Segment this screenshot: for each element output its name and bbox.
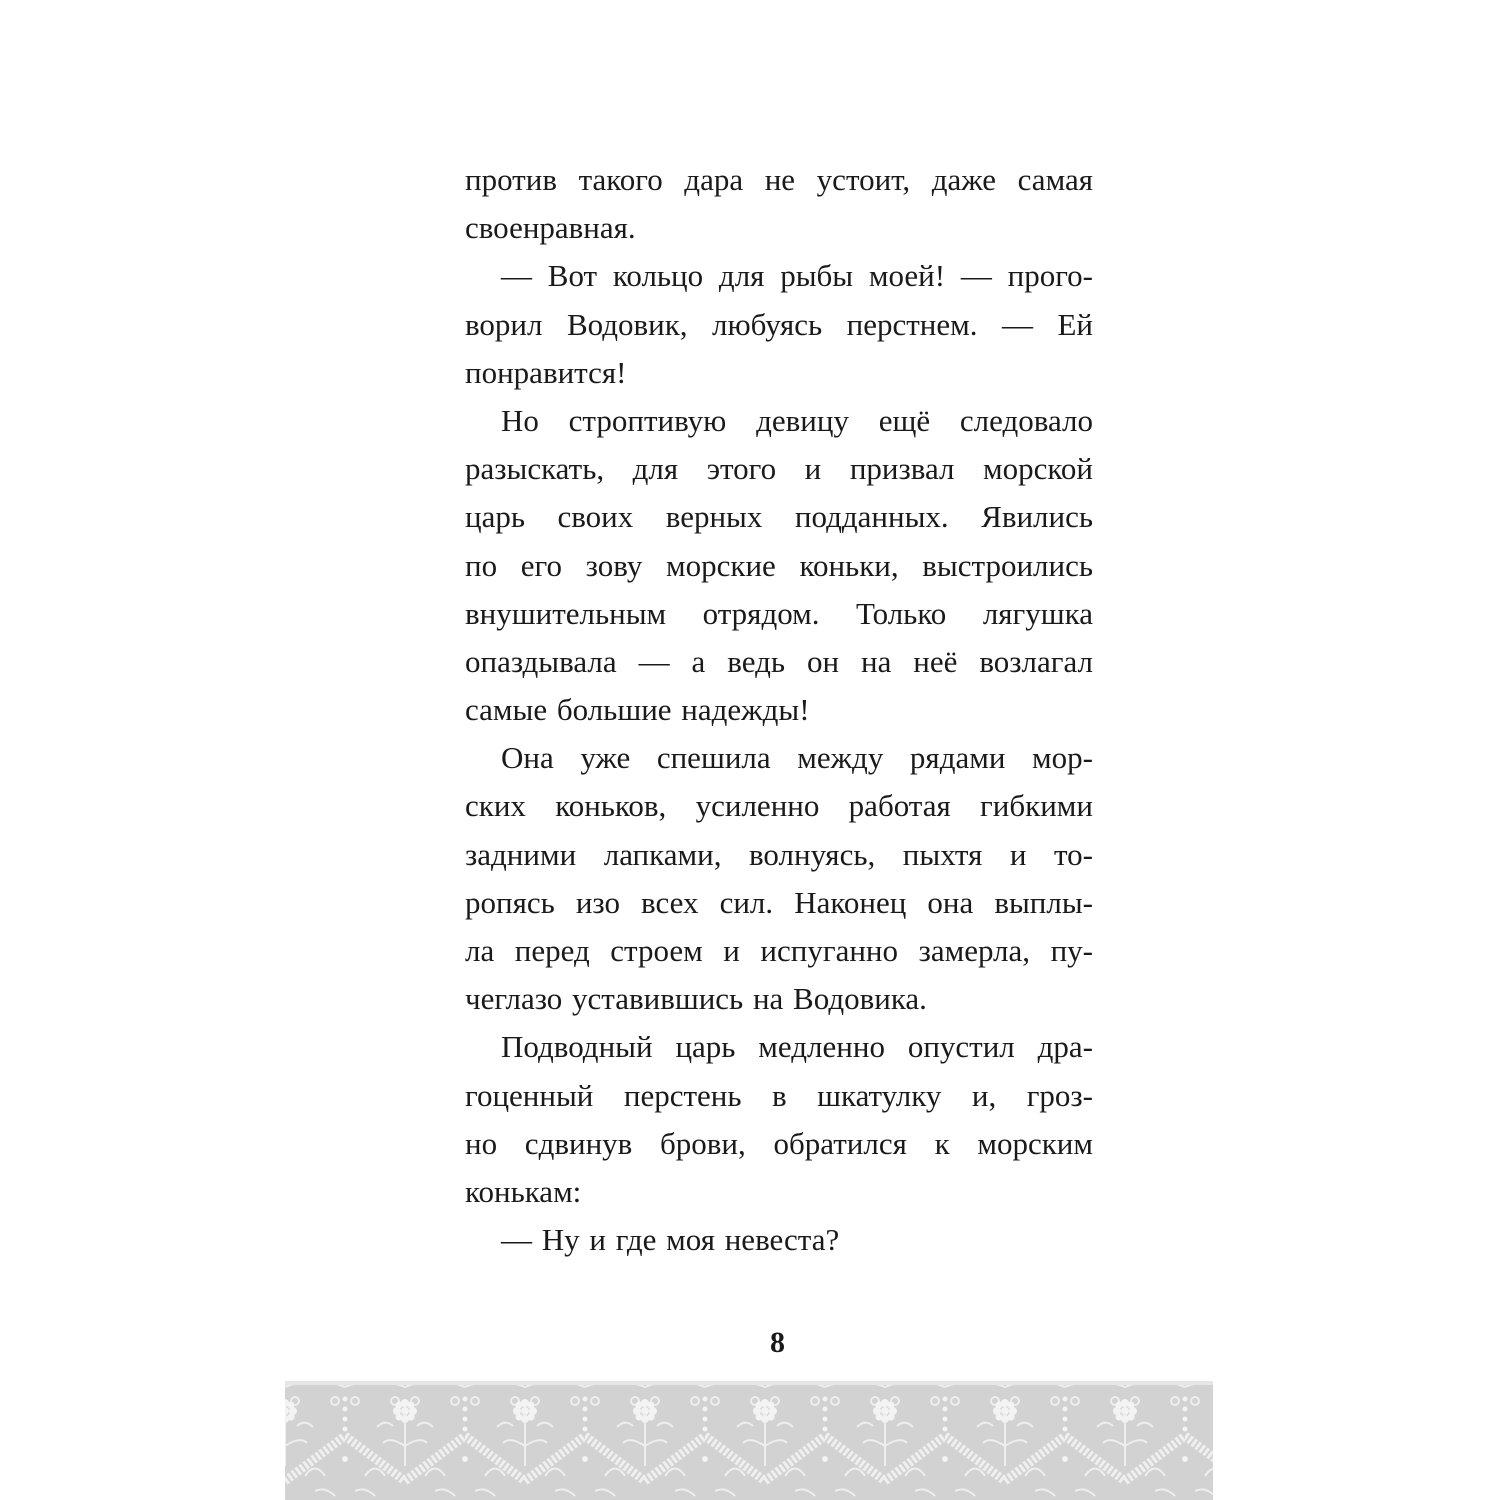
text-line: по его зову морские коньки, выстроились — [465, 547, 1093, 583]
text-line: понравится! — [465, 354, 627, 390]
text-line: но сдвинув брови, обратился к морским — [465, 1125, 1093, 1161]
text-line: — Ну и где моя невеста? — [501, 1222, 840, 1258]
text-line: конькам: — [465, 1173, 582, 1209]
text-line: гоценный перстень в шкатулку и, гроз- — [465, 1077, 1093, 1113]
text-line: против такого дара не устоит, даже самая — [465, 162, 1093, 197]
text-line: Но строптивую девицу ещё следовало — [501, 402, 1093, 438]
text-line: ских коньков, усиленно работая гибкими — [465, 788, 1093, 824]
text-line: ла перед строем и испуганно замерла, пу- — [465, 933, 1093, 968]
text-line: царь своих верных подданных. Явились — [465, 499, 1093, 535]
text-line: самые большие надежды! — [465, 692, 810, 728]
text-line: Она уже спешила между рядами мор- — [501, 740, 1093, 776]
text-line: опаздывала — а ведь он на неё возлагал — [465, 643, 1093, 679]
text-line: ропясь изо всех сил. Наконец она выплы- — [465, 884, 1093, 920]
ornamental-border — [285, 1381, 1213, 1500]
text-line: — Вот кольцо для рыбы моей! — прого- — [501, 258, 1093, 294]
text-line: чеглазо уставившись на Водовика. — [465, 981, 927, 1017]
text-line: внушительным отрядом. Только лягушка — [465, 595, 1093, 631]
text-line: своенравная. — [465, 210, 636, 246]
text-line: ворил Водовик, любуясь перстнем. — Ей — [465, 306, 1093, 342]
text-line: задними лапками, волнуясь, пыхтя и то- — [465, 836, 1093, 872]
text-line: разыскать, для этого и призвал морской — [465, 451, 1093, 487]
page-body-text — [465, 156, 1093, 1264]
page-number: 8 — [770, 1326, 785, 1359]
text-line: Подводный царь медленно опустил дра- — [501, 1029, 1093, 1065]
